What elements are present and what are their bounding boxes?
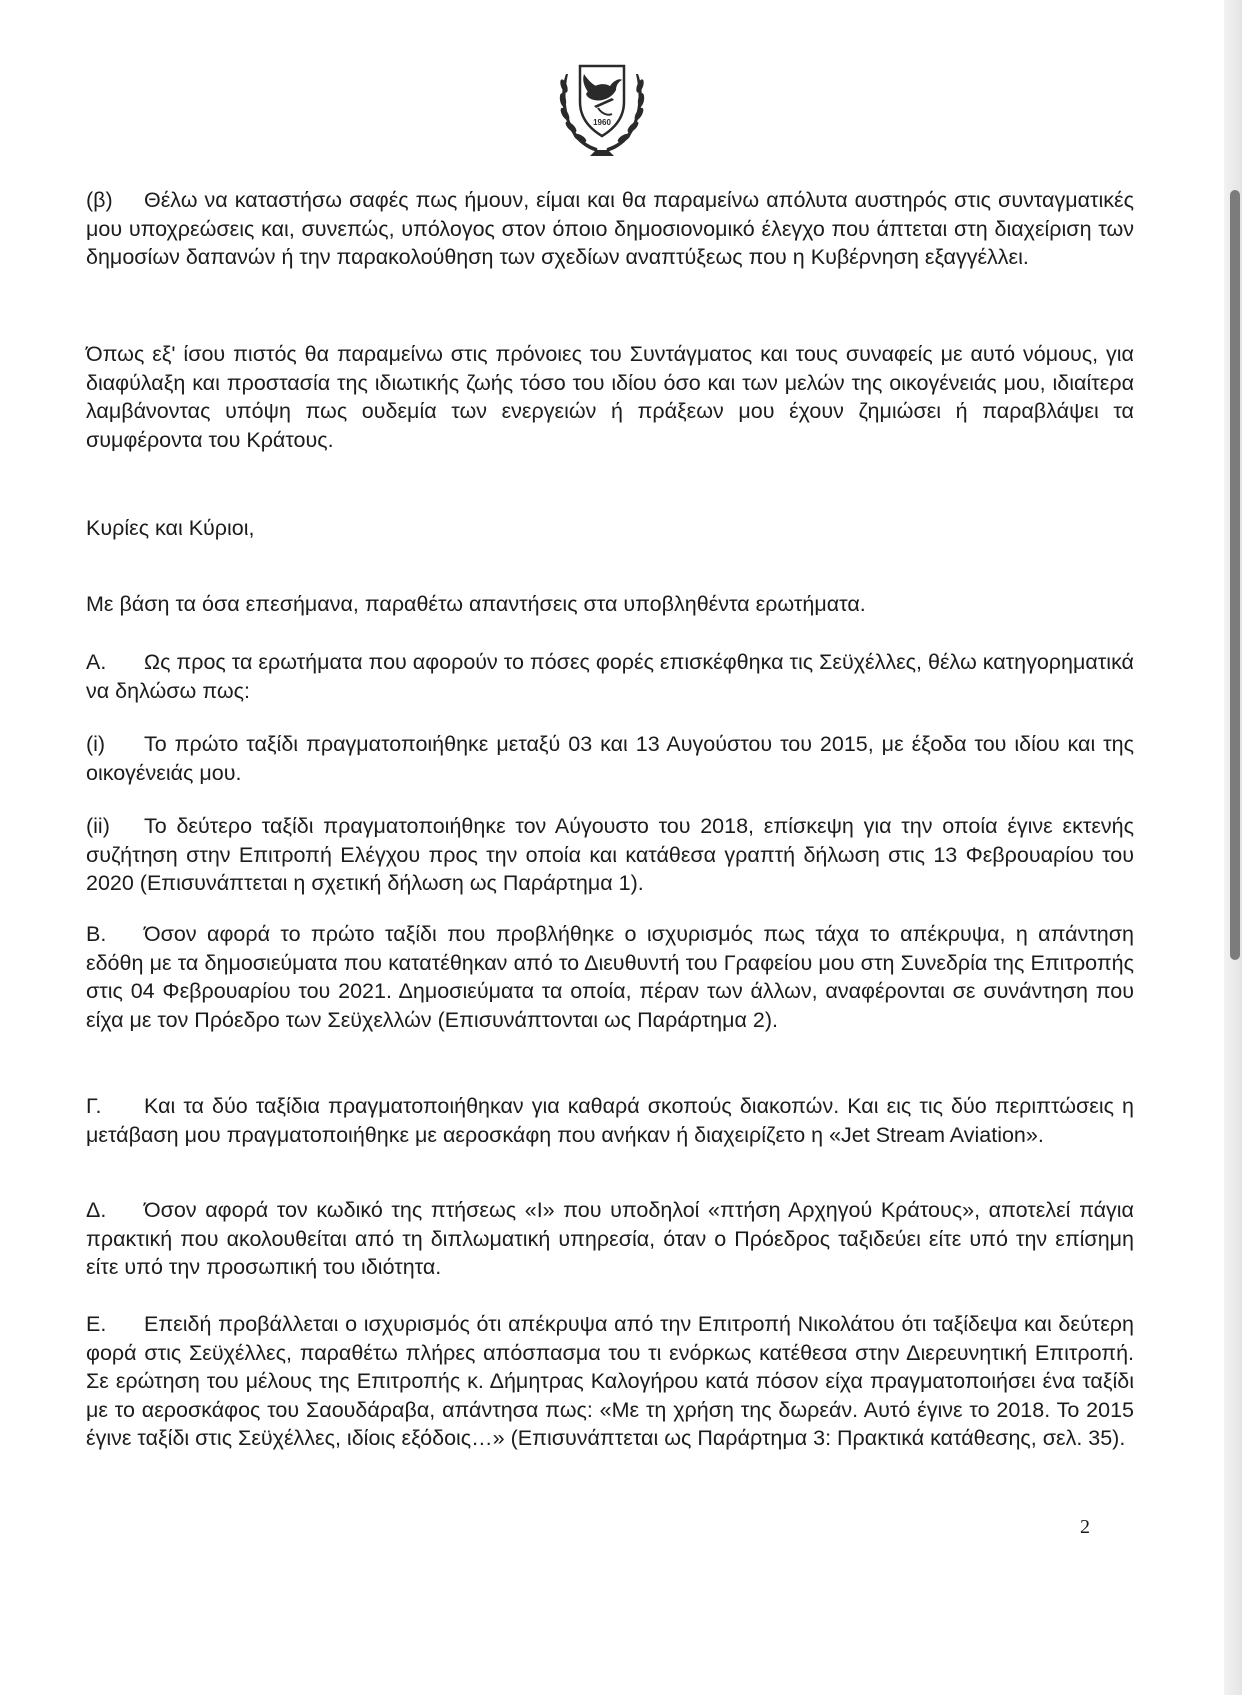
paragraph-marker: Α. (86, 650, 107, 674)
page-number: 2 (1080, 1516, 1090, 1538)
paragraph-text: Ως προς τα ερωτήματα που αφορούν το πόσες φορές επισκέφθηκα τις Σεϋχέλλες, θέλω κατηγορηματικά να δηλώσω πως: (86, 650, 1134, 703)
paragraph-marker: Β. (86, 922, 107, 946)
paragraph-text: Με βάση τα όσα επεσήμανα, παραθέτω απαντήσεις στα υποβληθέντα ερωτήματα. (86, 592, 866, 616)
paragraph-intro (86, 590, 1134, 619)
paragraph-delta (86, 1196, 1134, 1282)
list-item-i (86, 730, 1134, 787)
paragraph-text: Θέλω να καταστήσω σαφές πως ήμουν, είμαι και θα παραμείνω απόλυτα αυστηρός στις συνταγματικές μου υποχρεώσεις και, συνεπώς, υπόλογος στον όποιο δημοσιονομικό έλεγχο που άπτεται στη διαχείριση των δημοσίων δαπανών ή την παρακολούθηση των σχεδίων αναπτύξεως που η Κυβέρνηση εξαγγέλλει. (86, 188, 1134, 269)
emblem-year: 1960 (593, 118, 611, 127)
paragraph-opos (86, 340, 1134, 454)
paragraph-marker: (β) (86, 188, 113, 212)
paragraph-text: Όπως εξ' ίσου πιστός θα παραμείνω στις πρόνοιες του Συντάγματος και τους συναφείς με αυτό νόμους, για διαφύλαξη και προστασία της ιδιωτικής ζωής τόσο του ιδίου όσο και των μελών της οικογένειάς μου, ιδιαίτερα λαμβάνοντας υπόψη πως ουδεμία των ενεργειών ή πράξεων μου έχουν ζημιώσει ή παραβλάψει τα συμφέροντα του Κράτους. (86, 342, 1134, 452)
list-item-marker: (i) (86, 732, 106, 756)
paragraph-epsilon (86, 1310, 1134, 1453)
list-item-ii (86, 812, 1134, 898)
paragraph-beta (86, 186, 1134, 272)
list-item-text: Το δεύτερο ταξίδι πραγματοποιήθηκε τον Αύγουστο του 2018, επίσκεψη για την οποία έγινε εκτενής συζήτηση στην Επιτροπή Ελέγχου προς την οποία και κατάθεσα γραπτή δήλωση στις 13 Φεβρουαρίου του 2020 (Επισυνάπτεται η σχετική δήλωση ως Παράρτημα 1). (86, 814, 1134, 895)
paragraph-beta-upper (86, 920, 1134, 1034)
list-item-marker: (ii) (86, 814, 110, 838)
paragraph-marker: Ε. (86, 1312, 107, 1336)
paragraph-text: Όσον αφορά τον κωδικό της πτήσεως «Ι» που υποδηλοί «πτήση Αρχηγού Κράτους», αποτελεί πάγια πρακτική που ακολουθείται από τη διπλωματική υπηρεσία, όταν ο Πρόεδρος ταξιδεύει είτε υπό την επίσημη είτε υπό την προσωπική του ιδιότητα. (86, 1198, 1134, 1279)
paragraph-alpha (86, 648, 1134, 705)
cyprus-coat-of-arms-icon (552, 56, 652, 158)
list-item-text: Το πρώτο ταξίδι πραγματοποιήθηκε μεταξύ 03 και 13 Αυγούστου του 2015, με έξοδα του ιδίου και της οικογένειάς μου. (86, 732, 1134, 785)
paragraph-text: Και τα δύο ταξίδια πραγματοποιήθηκαν για καθαρά σκοπούς διακοπών. Και εις τις δύο περιπτώσεις η μετάβαση μου πραγματοποιήθηκε με αεροσκάφη που ανήκαν ή διαχειρίζετο η «Jet Stream Aviation». (86, 1094, 1134, 1147)
paragraph-marker: Δ. (86, 1198, 107, 1222)
salutation (86, 514, 1134, 543)
scrollbar-thumb[interactable] (1230, 190, 1240, 960)
paragraph-marker: Γ. (86, 1094, 102, 1118)
paragraph-gamma (86, 1092, 1134, 1149)
salutation-text: Κυρίες και Κύριοι, (86, 516, 255, 540)
paragraph-text: Όσον αφορά το πρώτο ταξίδι που προβλήθηκε ο ισχυρισμός πως τάχα το απέκρυψα, η απάντηση εδόθη με τα δημοσιεύματα που κατατέθηκαν από το Διευθυντή του Γραφείου μου στη Συνεδρία της Επιτροπής στις 04 Φεβρουαρίου του 2021. Δημοσιεύματα τα οποία, πέραν των άλλων, αναφέρονται σε συνάντηση που είχα με τον Πρόεδρο των Σεϋχελλών (Επισυνάπτονται ως Παράρτημα 2). (86, 922, 1134, 1032)
paragraph-text: Επειδή προβάλλεται ο ισχυρισμός ότι απέκρυψα από την Επιτροπή Νικολάτου ότι ταξίδεψα και δεύτερη φορά στις Σεϋχέλλες, παραθέτω πλήρες απόσπασμα του τι ενόρκως κατέθεσα στην Διερευνητική Επιτροπή. Σε ερώτηση του μέλους της Επιτροπής κ. Δήμητρας Καλογήρου κατά πόσον είχα πραγματοποιήσει ένα ταξίδι με το αεροσκάφος του Σαουδάραβα, απάντησα πως: «Με τη χρήση της δωρεάν. Αυτό έγινε το 2018. Το 2015 έγινε ταξίδι στις Σεϋχέλλες, ιδίοις εξόδοις…» (Επισυνάπτεται ως Παράρτημα 3: Πρακτικά κατάθεσης, σελ. 35). (86, 1312, 1134, 1450)
